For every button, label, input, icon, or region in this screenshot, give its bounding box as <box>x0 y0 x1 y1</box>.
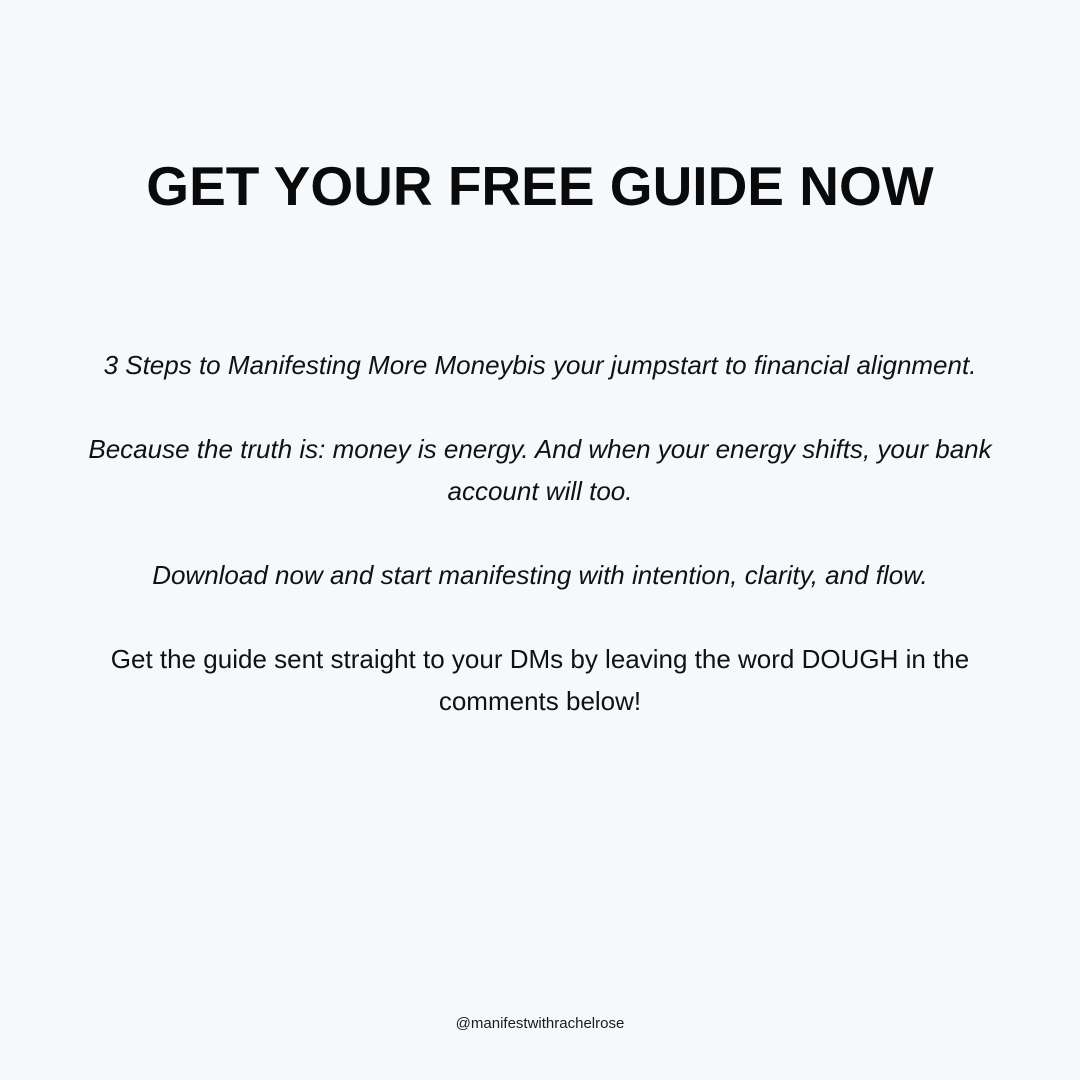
money-energy-paragraph: Because the truth is: money is energy. And when your energy shifts, your bank account will too. <box>88 434 992 506</box>
cta-paragraph: Get the guide sent straight to your DMs by leaving the word DOUGH in the comments below! <box>110 644 970 716</box>
guide-intro-paragraph: 3 Steps to Manifesting More Moneybis your jumpstart to financial alignment. <box>103 350 977 380</box>
headline: GET YOUR FREE GUIDE NOW <box>146 155 934 217</box>
account-handle: @manifestwithrachelrose <box>455 1015 625 1032</box>
download-paragraph: Download now and start manifesting with intention, clarity, and flow. <box>152 560 928 590</box>
